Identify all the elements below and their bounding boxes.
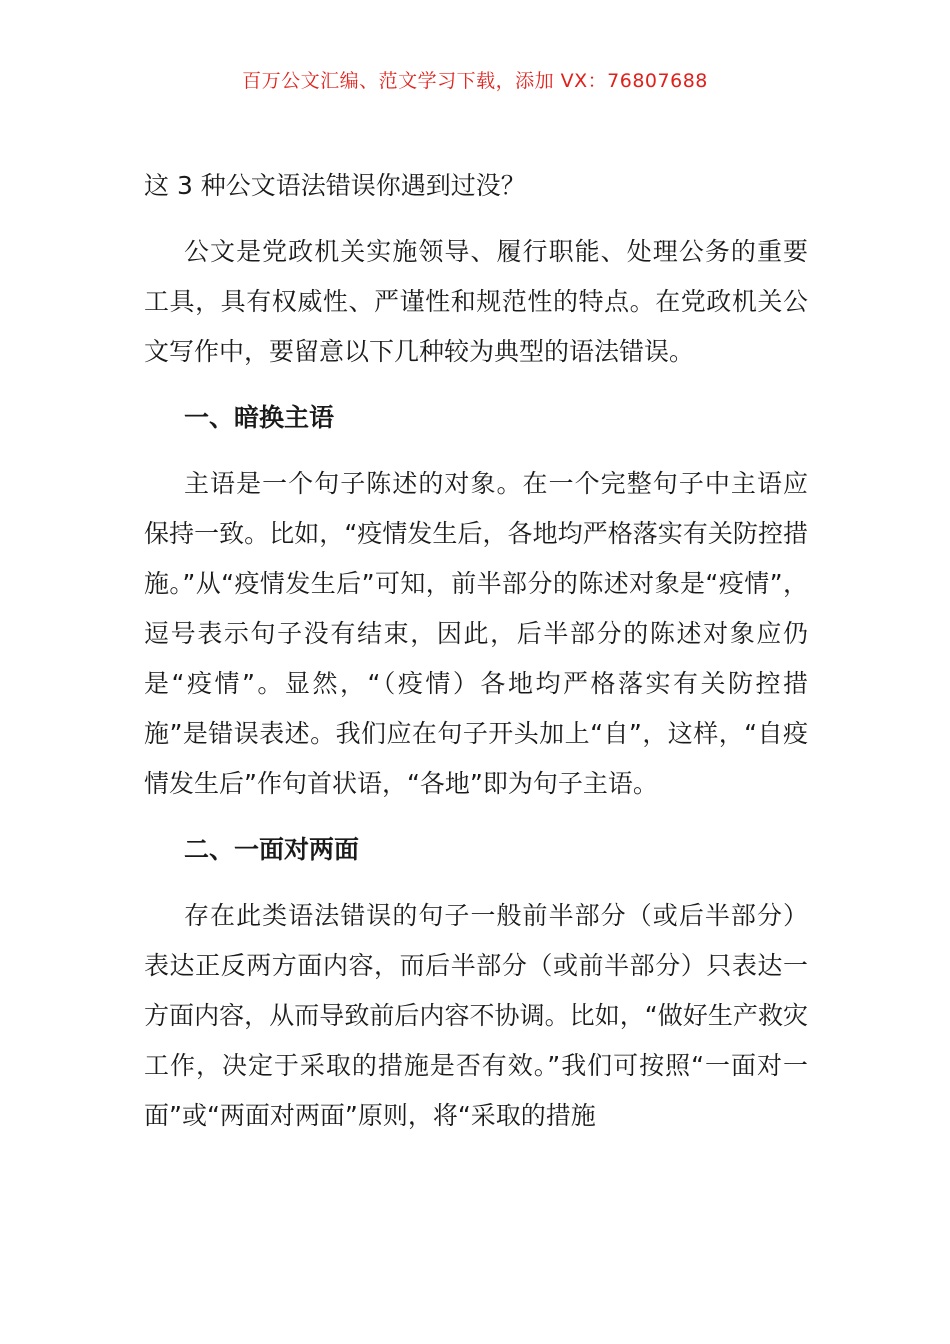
section-paragraph-2: 存在此类语法错误的句子一般前半部分（或后半部分）表达正反两方面内容，而后半部分（或前半部分）只表达一方面内容，从而导致前后内容不协调。比如，“做好生产救灾工作，决定于采取的措施是否有效。”我们可按照“一面对一面”或“两面对两面”原则，将“采取的措施	[144, 901, 808, 1130]
document-title: 这 3 种公文语法错误你遇到过没？	[144, 171, 526, 200]
header-banner: 百万公文汇编、范文学习下载，添加 VX：76807688	[242, 70, 708, 92]
document-body	[144, 164, 808, 1157]
section-paragraph-1: 主语是一个句子陈述的对象。在一个完整句子中主语应保持一致。比如，“疫情发生后，各地均严格落实有关防控措施。”从“疫情发生后”可知，前半部分的陈述对象是“疫情”，逗号表示句子没有结束，因此，后半部分的陈述对象应仍是“疫情”。显然，“（疫情）各地均严格落实有关防控措施”是错误表述。我们应在句子开头加上“自”，这样，“自疫情发生后”作句首状语，“各地”即为句子主语。	[144, 469, 808, 798]
section-heading-2: 二、一面对两面	[184, 835, 360, 864]
section-heading-1: 一、暗换主语	[184, 403, 335, 432]
intro-paragraph: 公文是党政机关实施领导、履行职能、处理公务的重要工具，具有权威性、严谨性和规范性的特点。在党政机关公文写作中，要留意以下几种较为典型的语法错误。	[144, 237, 808, 366]
